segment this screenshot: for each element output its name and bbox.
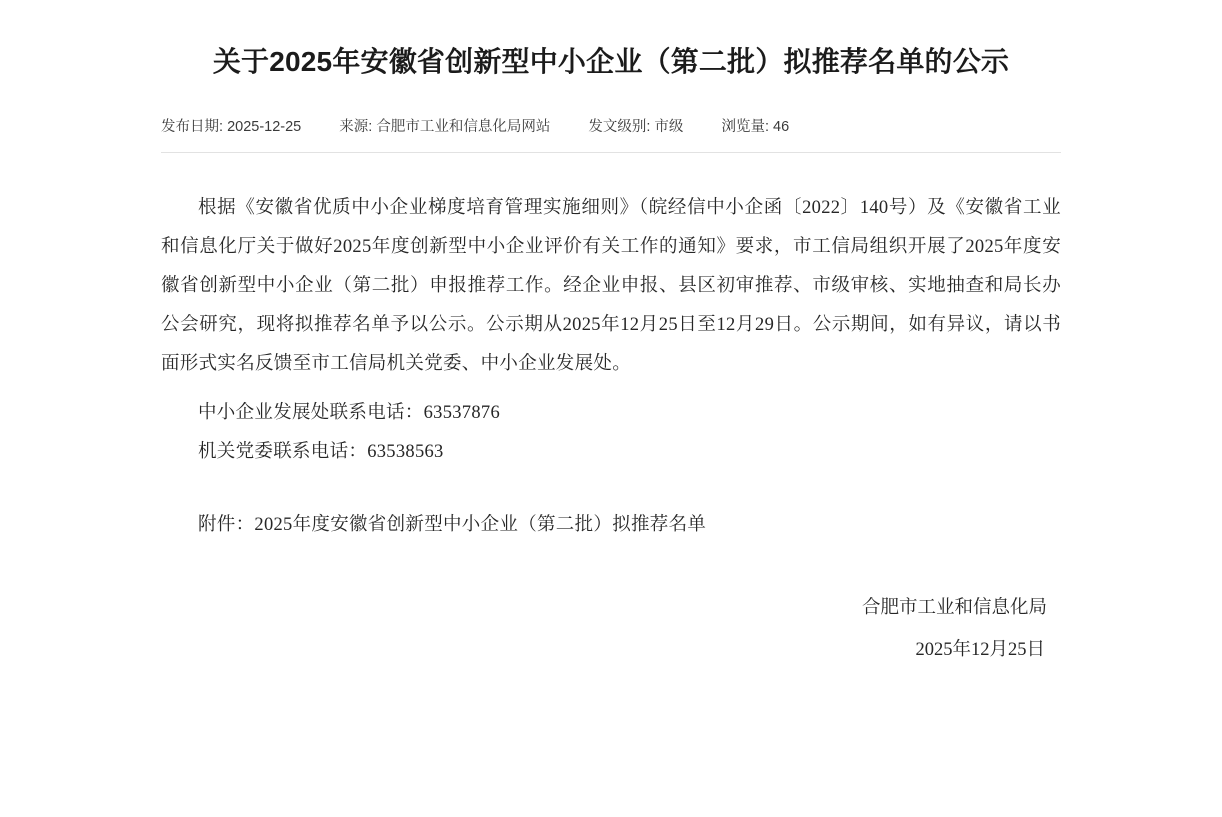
body-paragraph: 根据《安徽省优质中小企业梯度培育管理实施细则》（皖经信中小企函〔2022〕140号）及《安徽省工业和信息化厅关于做好2025年度创新型中小企业评价有关工作的通知》要求，市工信局组织开展了2025年度安徽省创新型中小企业（第二批）申报推荐工作。经企业申报、县区初审推荐、市级审核、实地抽查和局长办公会研究，现将拟推荐名单予以公示。公示期从2025年12月25日至12月29日。公示期间，如有异议，请以书面形式实名反馈至市工信局机关党委、中小企业发展处。 — [161, 198, 1061, 374]
contact-line-development-office: 中小企业发展处联系电话：63537876 — [198, 403, 501, 423]
signature-date: 2025年12月25日 — [915, 640, 1045, 660]
meta-source — [339, 115, 550, 136]
contact-line-party-committee: 机关党委联系电话：63538563 — [198, 442, 444, 462]
attachment-line: 附件：2025年度安徽省创新型中小企业（第二批）拟推荐名单 — [198, 515, 707, 535]
article-meta — [161, 87, 1061, 153]
signature-block — [161, 545, 1061, 671]
meta-views — [721, 115, 789, 136]
meta-views-value: 46 — [773, 119, 790, 135]
meta-views-label: 浏览量: — [721, 119, 769, 135]
article-container — [161, 0, 1061, 671]
meta-source-label: 来源: — [339, 119, 373, 135]
meta-publish-date-label: 发布日期: — [161, 119, 224, 135]
article-body — [161, 153, 1061, 545]
meta-source-value: 合肥市工业和信息化局网站 — [376, 119, 551, 135]
meta-level — [588, 115, 683, 136]
meta-publish-date-value: 2025-12-25 — [227, 119, 302, 135]
paragraph-spacer — [161, 384, 1061, 394]
meta-level-label: 发文级别: — [588, 119, 651, 135]
signature-organization: 合肥市工业和信息化局 — [861, 598, 1047, 618]
meta-level-value: 市级 — [654, 119, 684, 135]
page-title: 关于2025年安徽省创新型中小企业（第二批）拟推荐名单的公示 — [212, 46, 1010, 77]
meta-publish-date — [161, 115, 301, 136]
